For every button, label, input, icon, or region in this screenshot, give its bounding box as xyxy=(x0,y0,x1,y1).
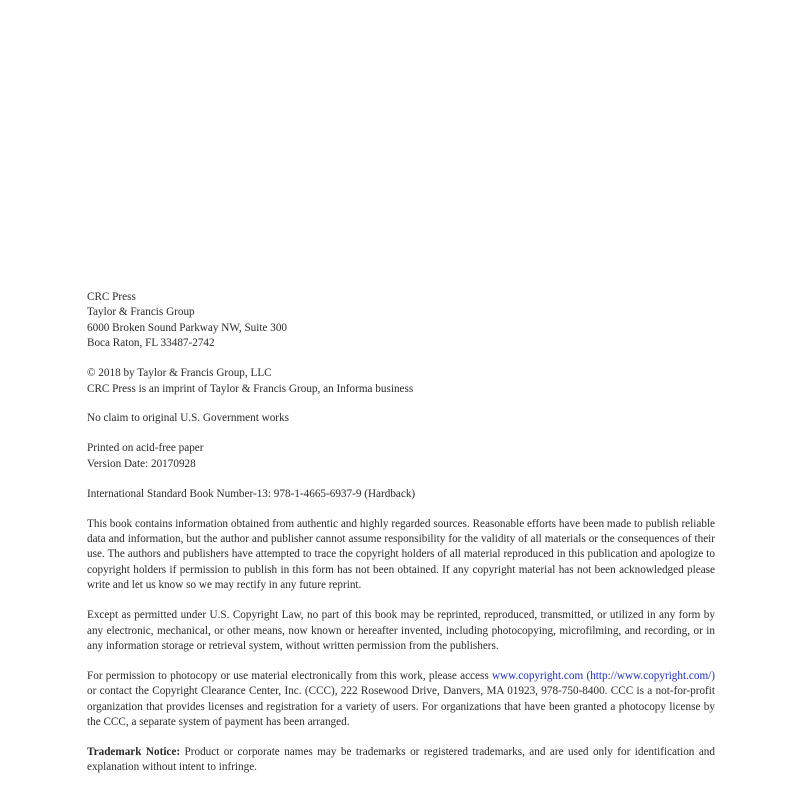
government-claim xyxy=(87,411,715,426)
isbn-info xyxy=(87,487,715,502)
copyright-line: © 2018 by Taylor & Francis Group, LLC xyxy=(87,367,272,380)
isbn-line: International Standard Book Number-13: 978-1-4665-6937-9 (Hardback) xyxy=(87,487,416,500)
publisher-address xyxy=(87,290,715,352)
permission-rest: or contact the Copyright Clearance Center, Inc. (CCC), 222 Rosewood Drive, Danvers, MA 01923, 978-750-8400. CCC is a not-for-profit organization that provides licenses and registration for a variety of users. For organizations that have been granted a photocopy license by the CCC, a separate system of payment has been arranged. xyxy=(87,685,715,729)
trademark-text: Product or corporate names may be trademarks or registered trademarks, and are used only for identification and explanation without intent to infringe. xyxy=(87,745,715,774)
disclaimer-paragraph: This book contains information obtained from authentic and highly regarded sources. Reasonable efforts have been made to publish reliable data and information, but the author and publisher cannot assume responsibility for the validity of all materials or the consequences of their use. The authors and publishers have attempted to trace the copyright holders of all material reproduced in this publication and apologize to copyright holders if permission to publish in this form has not been obtained. If any copyright material has not been acknowledged please write and let us know so we may rectify in any future reprint. xyxy=(87,517,715,592)
publisher-name: CRC Press xyxy=(87,291,136,303)
publisher-city: Boca Raton, FL 33487-2742 xyxy=(87,337,215,350)
version-date-line: Version Date: 20170928 xyxy=(87,457,196,470)
copyright-page-content xyxy=(87,290,715,790)
imprint-line: CRC Press is an imprint of Taylor & Francis Group, an Informa business xyxy=(87,382,414,395)
trademark-paragraph xyxy=(87,745,715,776)
trademark-label: Trademark Notice: xyxy=(87,745,181,758)
copyright-law-paragraph: Except as permitted under U.S. Copyright Law, no part of this book may be reprinted, reproduced, transmitted, or utilized in any form by any electronic, mechanical, or other means, now known or hereafter invented, including photocopying, microfilming, and recording, or in any information storage or retrieval system, without written permission from the publishers. xyxy=(87,609,715,652)
copyright-notice xyxy=(87,366,715,397)
printing-info xyxy=(87,441,715,472)
publisher-street: 6000 Broken Sound Parkway NW, Suite 300 xyxy=(87,321,288,334)
publisher-group: Taylor & Francis Group xyxy=(87,306,195,319)
permission-paragraph xyxy=(87,669,715,731)
copyright-url-link[interactable]: (http://www.copyright.com/) xyxy=(586,669,715,682)
permission-intro: For permission to photocopy or use material electronically from this work, please access xyxy=(87,669,492,682)
government-claim-text: No claim to original U.S. Government works xyxy=(87,412,289,425)
paper-line: Printed on acid-free paper xyxy=(87,442,204,455)
copyright-website-link[interactable]: www.copyright.com xyxy=(491,669,584,682)
